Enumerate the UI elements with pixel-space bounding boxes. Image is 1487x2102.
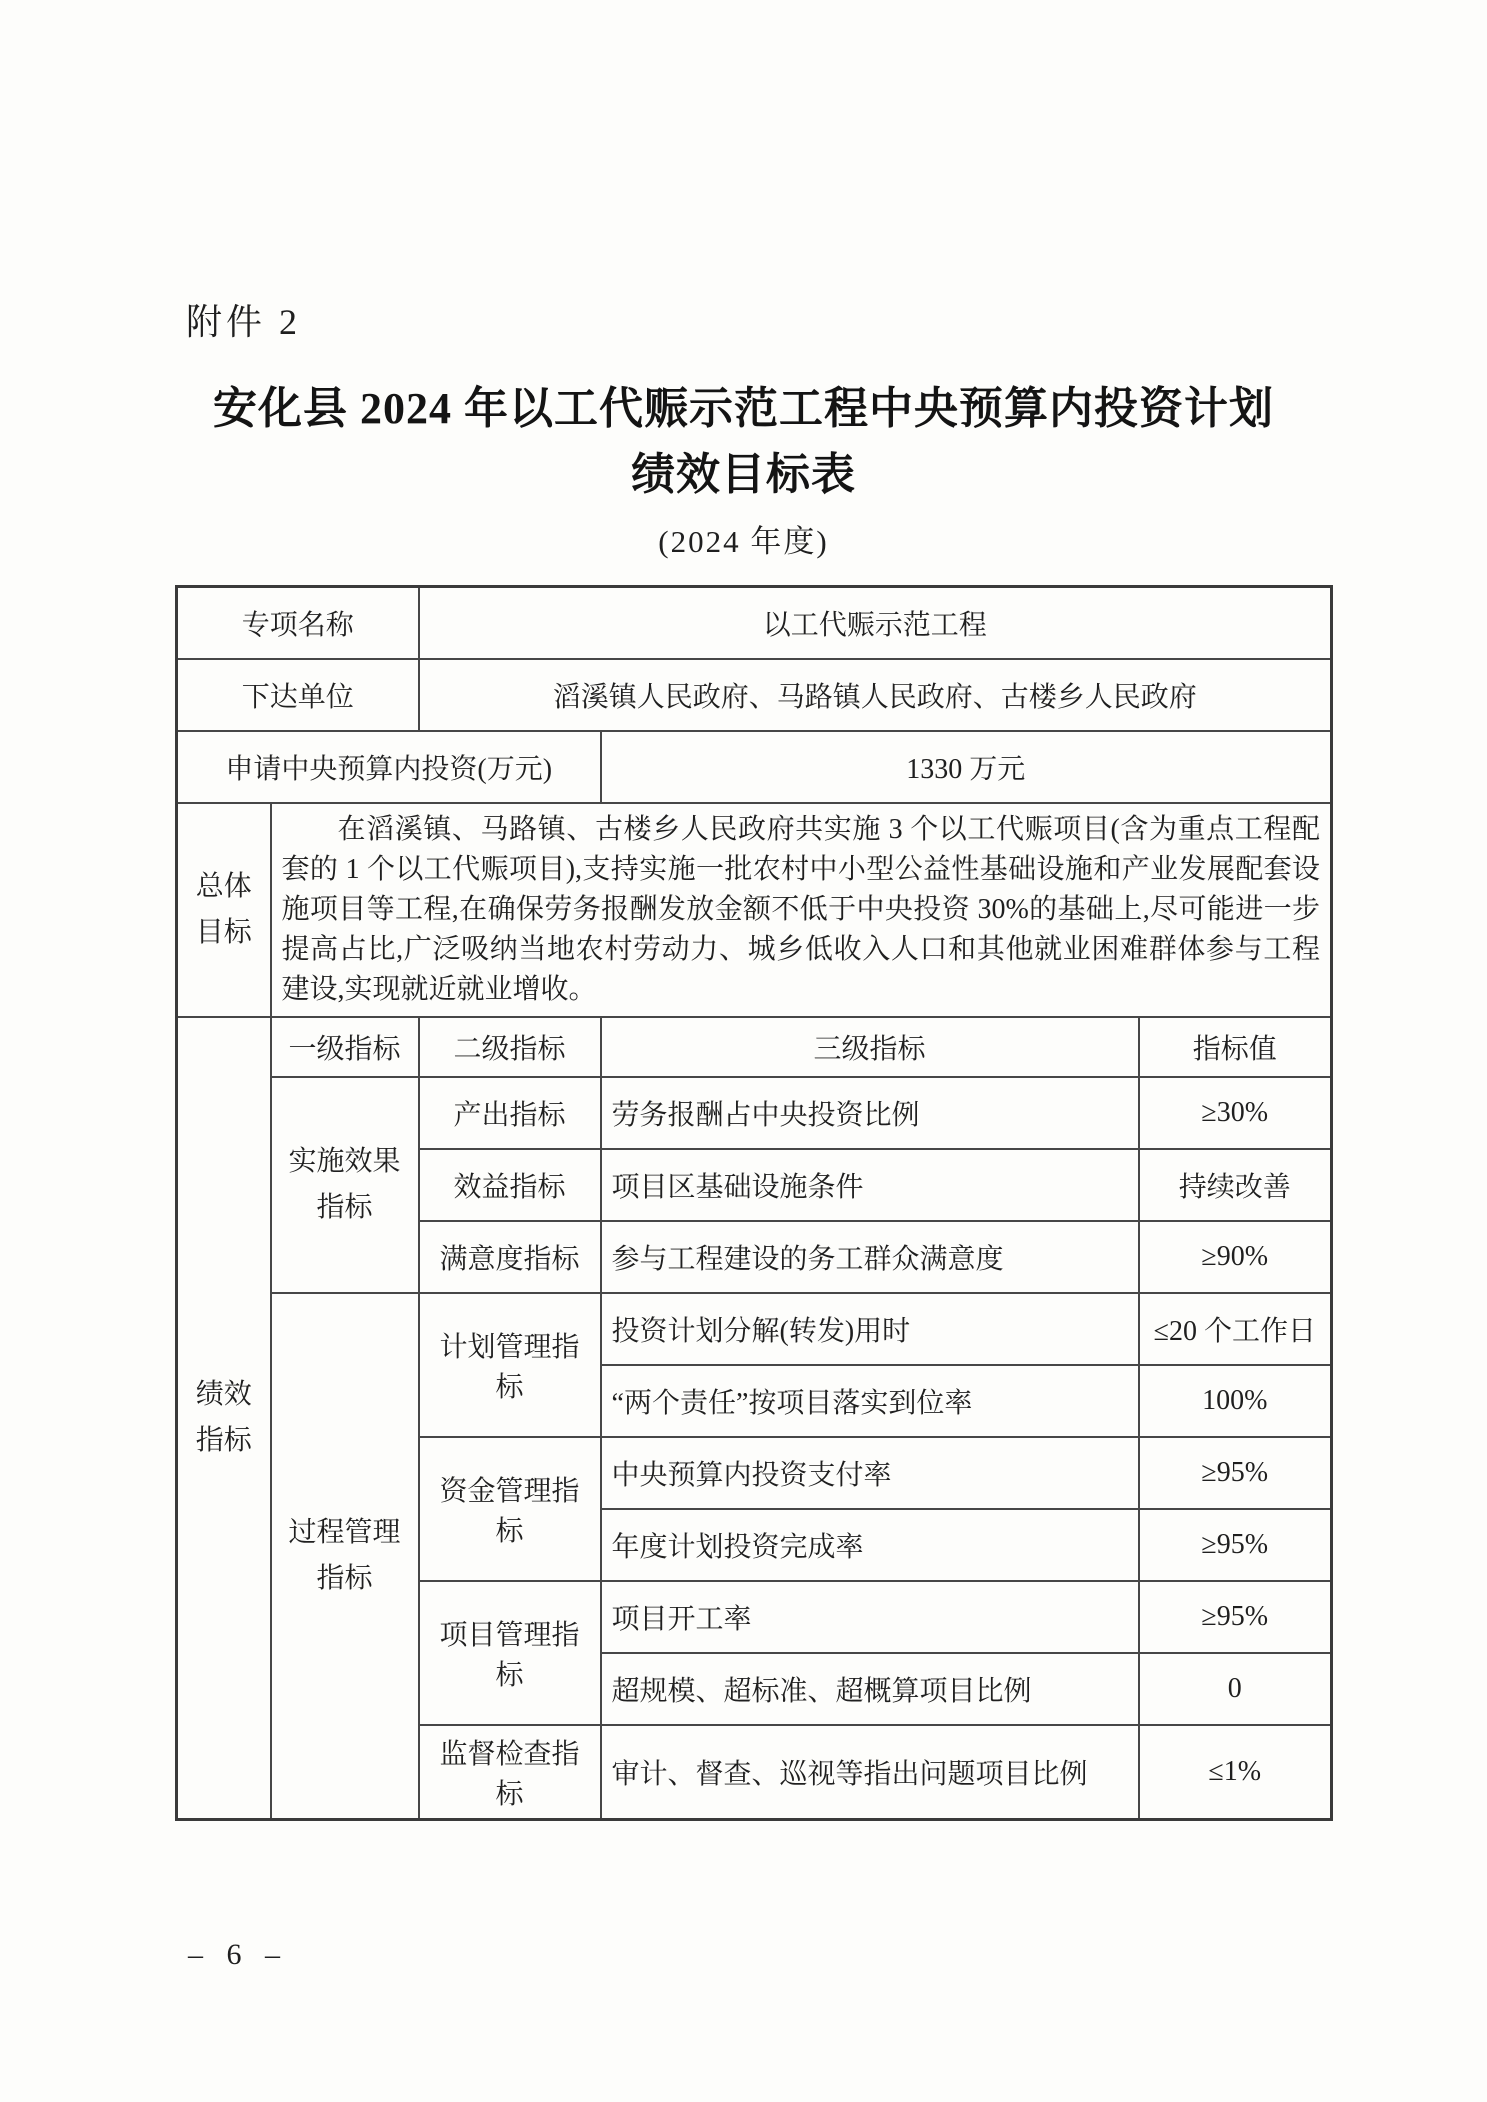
indicator-row-output [177, 1077, 1332, 1149]
document-title [0, 376, 1487, 508]
level3-indicator: 审计、督查、巡视等指出问题项目比例 [601, 1725, 1139, 1820]
level3-indicator: 超规模、超标准、超概算项目比例 [601, 1653, 1139, 1725]
info-row-issuing-unit [177, 659, 1332, 731]
indicator-target: 持续改善 [1139, 1149, 1332, 1221]
level3-indicator: 项目区基础设施条件 [601, 1149, 1139, 1221]
level3-indicator: “两个责任”按项目落实到位率 [601, 1365, 1139, 1437]
performance-target-table [175, 585, 1333, 1821]
level2-satisfaction: 满意度指标 [419, 1221, 601, 1293]
indicator-target: 100% [1139, 1365, 1332, 1437]
indicator-target: 0 [1139, 1653, 1332, 1725]
investment-value: 1330 万元 [601, 731, 1332, 803]
issuing-unit-value: 滔溪镇人民政府、马路镇人民政府、古楼乡人民政府 [419, 659, 1332, 731]
overall-goal-text: 在滔溪镇、马路镇、古楼乡人民政府共实施 3 个以工代赈项目(含为重点工程配套的 1 个以工代赈项目),支持实施一批农村中小型公益性基础设施和产业发展配套设施项目等工程,在确保劳务报酬发放金额不低于中央投资 30%的基础上,尽可能进一步提高占比,广泛吸纳当地农村劳动力、城乡低收入人口和其他就业困难群体参与工程建设,实现就近就业增收。 [281, 813, 1321, 1005]
indicator-target: ≥30% [1139, 1077, 1332, 1149]
indicator-target: ≤20 个工作日 [1139, 1293, 1332, 1365]
special-name-label: 专项名称 [177, 587, 419, 659]
issuing-unit-label: 下达单位 [177, 659, 419, 731]
indicator-target: ≥95% [1139, 1437, 1332, 1509]
header-level1: 一级指标 [271, 1017, 419, 1077]
document-title-line2: 绩效目标表 [631, 450, 856, 499]
info-row-investment [177, 731, 1332, 803]
level1-implementation-effect: 实施效果指标 [271, 1077, 419, 1293]
attachment-label: 附件 2 [186, 302, 302, 342]
header-level3: 三级指标 [601, 1017, 1139, 1077]
level3-indicator: 项目开工率 [601, 1581, 1139, 1653]
performance-section-label: 绩效指标 [177, 1017, 271, 1820]
indicator-target: ≤1% [1139, 1725, 1332, 1820]
header-value: 指标值 [1139, 1017, 1332, 1077]
level1-process-management: 过程管理指标 [271, 1293, 419, 1820]
overall-goal-row [177, 803, 1332, 1017]
level3-indicator: 中央预算内投资支付率 [601, 1437, 1139, 1509]
level3-indicator: 年度计划投资完成率 [601, 1509, 1139, 1581]
level2-benefit: 效益指标 [419, 1149, 601, 1221]
level2-plan-management: 计划管理指标 [419, 1293, 601, 1437]
level2-supervision-inspection: 监督检查指标 [419, 1725, 601, 1820]
level3-indicator: 投资计划分解(转发)用时 [601, 1293, 1139, 1365]
indicator-header-row [177, 1017, 1332, 1077]
level2-project-management: 项目管理指标 [419, 1581, 601, 1725]
special-name-value: 以工代赈示范工程 [419, 587, 1332, 659]
overall-goal-cell [271, 803, 1332, 1017]
info-row-special-name [177, 587, 1332, 659]
level2-fund-management: 资金管理指标 [419, 1437, 601, 1581]
page-number: – 6 – [188, 1938, 288, 1971]
indicator-target: ≥90% [1139, 1221, 1332, 1293]
indicator-row-plan-decompose [177, 1293, 1332, 1365]
document-title-line1: 安化县 2024 年以工代赈示范工程中央预算内投资计划 [213, 384, 1274, 433]
level3-indicator: 劳务报酬占中央投资比例 [601, 1077, 1139, 1149]
indicator-target: ≥95% [1139, 1581, 1332, 1653]
overall-goal-label: 总体目标 [177, 803, 271, 1017]
year-subtitle: (2024 年度) [658, 524, 829, 559]
header-level2: 二级指标 [419, 1017, 601, 1077]
indicator-target: ≥95% [1139, 1509, 1332, 1581]
level3-indicator: 参与工程建设的务工群众满意度 [601, 1221, 1139, 1293]
level2-output: 产出指标 [419, 1077, 601, 1149]
investment-label: 申请中央预算内投资(万元) [177, 731, 601, 803]
